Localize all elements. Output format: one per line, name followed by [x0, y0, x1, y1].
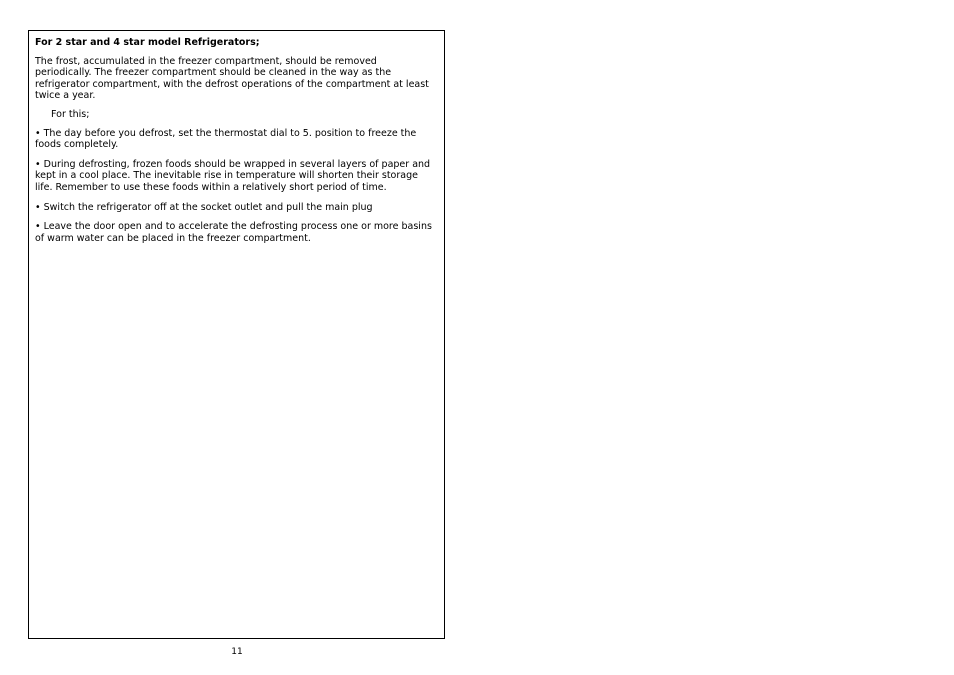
bullet-leave-door-open: • Leave the door open and to accelerate the defrosting process one or more basins of warm water can be placed in the freezer compartment.: [35, 221, 432, 244]
page-frame: [28, 30, 445, 639]
for-this-label: For this;: [51, 108, 90, 120]
page-number: 11: [231, 647, 243, 657]
bullet-set-thermostat: • The day before you defrost, set the thermostat dial to 5. position to freeze the foods completely.: [35, 127, 417, 151]
bullet-switch-off: • Switch the refrigerator off at the socket outlet and pull the main plug: [35, 201, 373, 213]
intro-paragraph: The frost, accumulated in the freezer compartment, should be removed periodically. The freezer compartment should be cleaned in the way as the refrigerator compartment, with the defrost operations of the compartment at least twice a year.: [35, 55, 429, 102]
instruction-content: [35, 37, 435, 252]
section-heading: For 2 star and 4 star model Refrigerators;: [35, 37, 260, 48]
bullet-wrap-frozen-foods: • During defrosting, frozen foods should be wrapped in several layers of paper and kept in a cool place. The inevitable rise in temperature will shorten their storage life. Remember to use these foods within a relatively short period of time.: [35, 158, 431, 193]
